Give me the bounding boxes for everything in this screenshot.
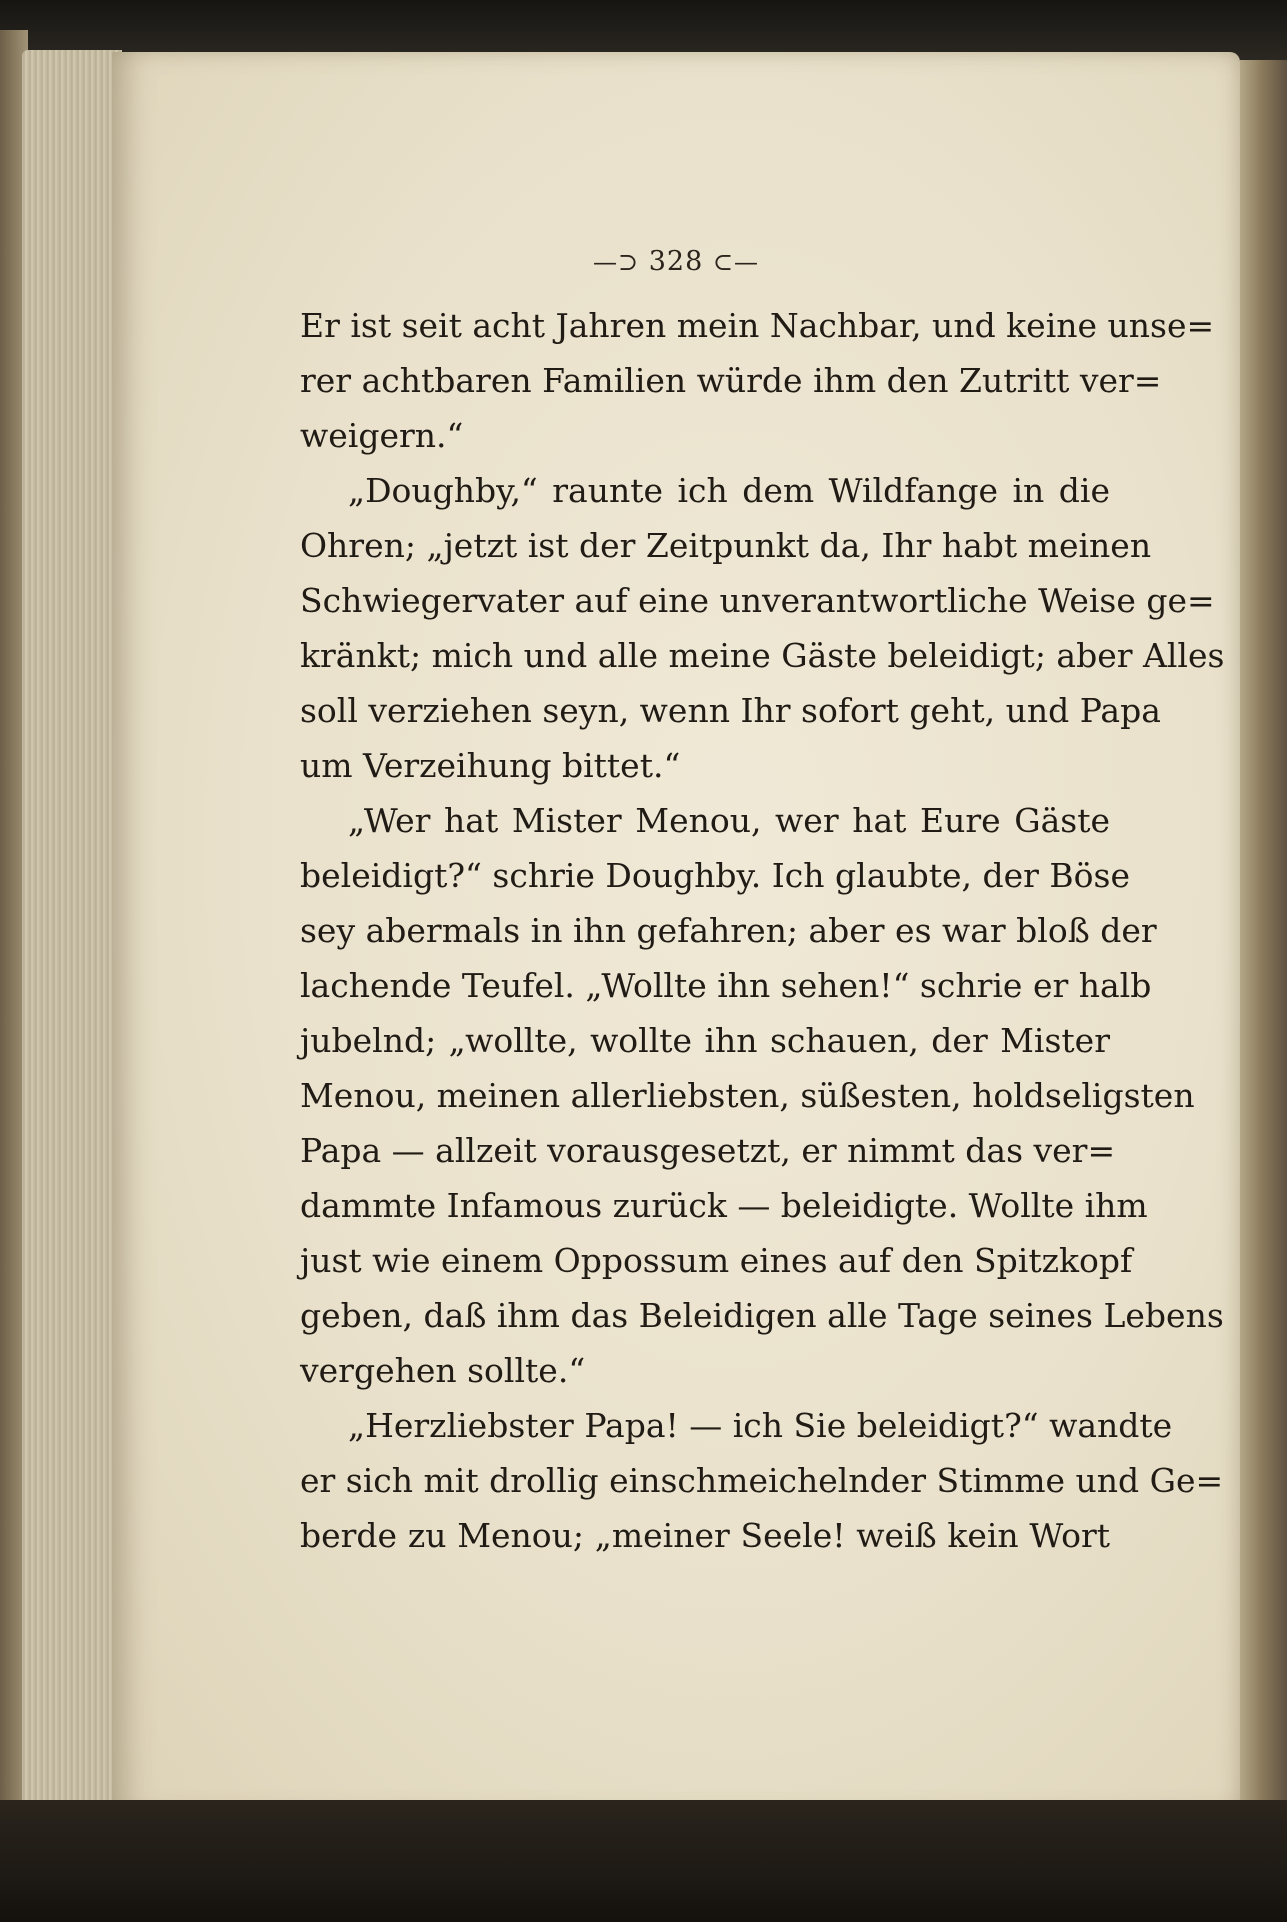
- book-cover-bottom: [0, 1800, 1287, 1922]
- text-line: sey abermals in ihn gefahren; aber es war bloß der: [300, 911, 1157, 950]
- text-line: beleidigt?“ schrie Doughby. Ich glaubte, der Böse: [300, 856, 1131, 895]
- text-line: Papa — allzeit vorausgesetzt, er nimmt das ver=: [300, 1131, 1116, 1170]
- text-line: „Herzliebster Papa! — ich Sie beleidigt?“ wandte: [348, 1406, 1173, 1445]
- text-line: berde zu Menou; „meiner Seele! weiß kein Wort: [300, 1516, 1110, 1555]
- text-line: kränkt; mich und alle meine Gäste beleidigt; aber Alles: [300, 636, 1225, 675]
- book-gutter: [1240, 60, 1287, 1810]
- text-line: rer achtbaren Familien würde ihm den Zutritt ver=: [300, 361, 1162, 400]
- text-line: geben, daß ihm das Beleidigen alle Tage seines Lebens: [300, 1296, 1224, 1335]
- text-line: just wie einem Oppossum eines auf den Spitzkopf: [300, 1241, 1133, 1280]
- ornament-right: ⊂—: [712, 248, 759, 276]
- text-line: „Wer hat Mister Menou, wer hat Eure Gäste: [348, 801, 1110, 840]
- text-line: soll verziehen seyn, wenn Ihr sofort geht, und Papa: [300, 691, 1161, 730]
- text-line: um Verzeihung bittet.“: [300, 746, 681, 785]
- text-line: Schwiegervater auf eine unverantwortliche Weise ge=: [300, 581, 1215, 620]
- text-line: jubelnd; „wollte, wollte ihn schauen, der Mister: [300, 1021, 1110, 1060]
- text-line: weigern.“: [300, 416, 464, 455]
- book-cover-top: [0, 0, 1287, 60]
- text-line: er sich mit drollig einschmeichelnder Stimme und Ge=: [300, 1461, 1224, 1500]
- text-line: dammte Infamous zurück — beleidigte. Wollte ihm: [300, 1186, 1148, 1225]
- text-line: lachende Teufel. „Wollte ihn sehen!“ schrie er halb: [300, 966, 1152, 1005]
- text-line: Er ist seit acht Jahren mein Nachbar, und keine unse=: [300, 306, 1215, 345]
- ornament-left: —⊃: [593, 248, 640, 276]
- page-header: [112, 246, 1240, 277]
- page-text: [300, 298, 1225, 1563]
- text-line: vergehen sollte.“: [300, 1351, 586, 1390]
- page-edges: [22, 50, 122, 1810]
- page-number: 328: [648, 246, 704, 277]
- text-line: Ohren; „jetzt ist der Zeitpunkt da, Ihr habt meinen: [300, 526, 1152, 565]
- text-line: Menou, meinen allerliebsten, süßesten, holdseligsten: [300, 1076, 1195, 1115]
- text-line: „Doughby,“ raunte ich dem Wildfange in die: [348, 471, 1110, 510]
